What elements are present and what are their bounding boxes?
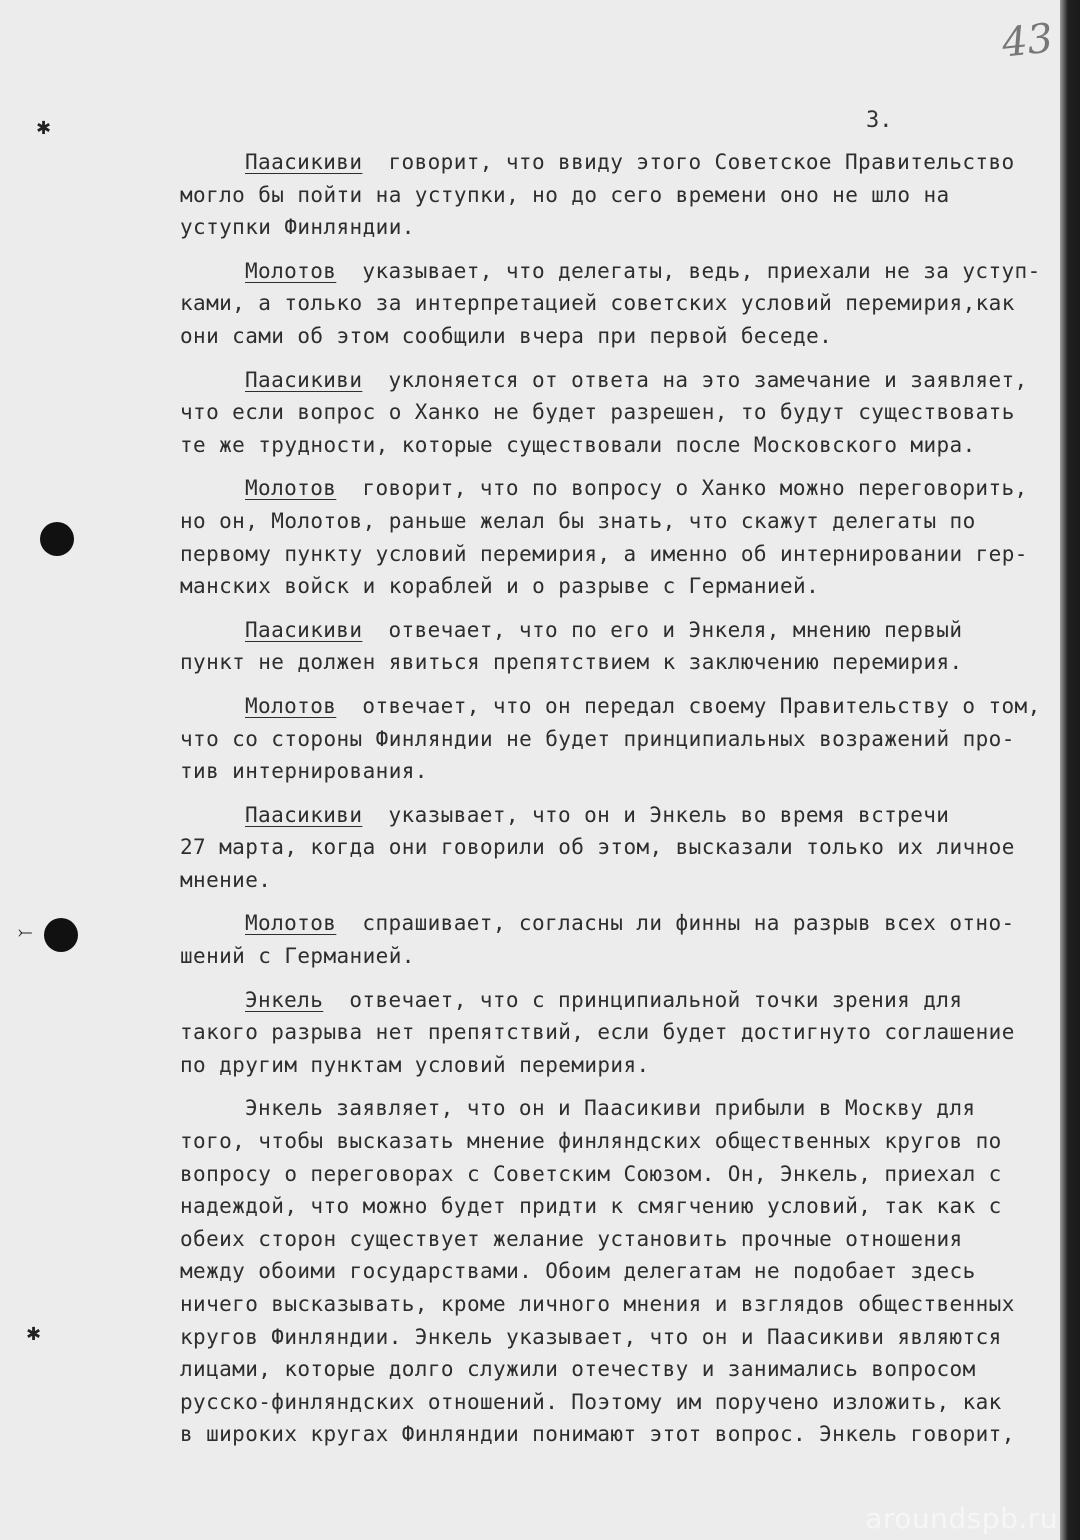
- text-line: [180, 179, 1060, 212]
- speaker-name: Молотов: [245, 476, 337, 501]
- watermark: aroundspb.ru: [865, 1502, 1058, 1535]
- speaker-name: Паасикиви: [245, 367, 363, 392]
- staple-mark-icon: ✱: [36, 118, 52, 139]
- line-text: манских войск и кораблей и о разрыве с Германией.: [180, 574, 820, 599]
- speaker-name: Паасикиви: [245, 617, 363, 642]
- text-line: [180, 1288, 1060, 1321]
- line-text: в широких кругах Финляндии понимают этот вопрос. Энкель говорит,: [180, 1422, 1015, 1447]
- line-text: русско-финляндских отношений. Поэтому им поручено изложить, как: [180, 1389, 1002, 1414]
- line-text: обеих сторон существует желание установить прочные отношения: [180, 1226, 963, 1251]
- line-text: пункт не должен явиться препятствием к заключению перемирия.: [180, 650, 963, 675]
- text-line: [180, 570, 1060, 603]
- text-line: [180, 287, 1060, 320]
- text-line: [180, 1321, 1060, 1354]
- line-text: они сами об этом сообщили вчера при первой беседе.: [180, 323, 833, 348]
- paragraph: [180, 364, 1060, 462]
- paragraph: [180, 614, 1060, 679]
- text-line: [180, 1223, 1060, 1256]
- text-line: [180, 396, 1060, 429]
- line-text: надеждой, что можно будет придти к смягчению условий, так как с: [180, 1194, 1002, 1219]
- line-text: ками, а только за интерпретацией советских условий перемирия,как: [180, 291, 1015, 316]
- speaker-name: Молотов: [245, 693, 337, 718]
- punch-hole-icon: [44, 918, 78, 952]
- line-text: что со стороны Финляндии не будет принципиальных возражений про-: [180, 726, 1015, 751]
- text-line: [180, 690, 1060, 723]
- text-line: [180, 505, 1060, 538]
- text-line: [180, 984, 1060, 1017]
- text-line: [180, 1255, 1060, 1288]
- line-text: указывает, что он и Энкель во время встречи: [388, 802, 950, 827]
- line-text: но он, Молотов, раньше желал бы знать, что скажут делегаты по: [180, 508, 976, 533]
- line-text: вопросу о переговорах с Советским Союзом. Он, Энкель, приехал с: [180, 1161, 1002, 1186]
- text-line: [180, 723, 1060, 756]
- line-text: говорит, что по вопросу о Ханко можно переговорить,: [362, 476, 1028, 501]
- speaker-name: Паасикиви: [245, 802, 363, 827]
- text-line: [180, 1386, 1060, 1419]
- paragraph: [180, 907, 1060, 972]
- paragraph: [180, 984, 1060, 1082]
- line-text: отвечает, что он передал своему Правительству о том,: [362, 693, 1041, 718]
- text-line: [180, 429, 1060, 462]
- line-text: Энкель заявляет, что он и Паасикиви прибыли в Москву для: [245, 1096, 976, 1121]
- text-line: [180, 1418, 1060, 1451]
- line-text: шений с Германией.: [180, 944, 415, 969]
- text-line: [180, 1190, 1060, 1223]
- line-text: по другим пунктам условий перемирия.: [180, 1052, 650, 1077]
- text-line: [180, 1125, 1060, 1158]
- line-text: того, чтобы высказать мнение финляндских общественных кругов по: [180, 1129, 1002, 1154]
- line-text: кругов Финляндии. Энкель указывает, что он и Паасикиви являются: [180, 1324, 1002, 1349]
- text-line: [180, 646, 1060, 679]
- text-line: [180, 538, 1060, 571]
- text-line: [180, 799, 1060, 832]
- text-line: [180, 614, 1060, 647]
- page-edge-shadow: [1060, 0, 1080, 1540]
- line-text: тив интернирования.: [180, 759, 428, 784]
- line-text: те же трудности, которые существовали после Московского мира.: [180, 432, 976, 457]
- text-line: [180, 755, 1060, 788]
- line-text: 27 марта, когда они говорили об этом, высказали только их личное: [180, 835, 1015, 860]
- speaker-name: Паасикиви: [245, 150, 363, 174]
- line-text: что если вопрос о Ханко не будет разрешен, то будут существовать: [180, 400, 1015, 425]
- line-text: лицами, которые долго служили отечеству и занимались вопросом: [180, 1357, 976, 1382]
- text-line: [180, 1092, 1060, 1125]
- line-text: мнение.: [180, 867, 272, 892]
- text-line: [180, 831, 1060, 864]
- paragraph: [180, 799, 1060, 897]
- text-line: [180, 1353, 1060, 1386]
- archive-page-number: 43: [999, 15, 1056, 67]
- text-line: [180, 1158, 1060, 1191]
- text-line: [180, 211, 1060, 244]
- line-text: ничего высказывать, кроме личного мнения и взглядов общественных: [180, 1292, 1015, 1316]
- line-text: первому пункту условий перемирия, а именно об интернировании гер-: [180, 541, 1028, 566]
- text-line: [180, 146, 1060, 179]
- line-text: могло бы пойти на уступки, но до сего времени оно не шло на: [180, 182, 950, 207]
- text-line: [180, 1049, 1060, 1082]
- text-line: [180, 1016, 1060, 1049]
- paragraph: [180, 146, 1060, 244]
- line-text: отвечает, что с принципиальной точки зрения для: [349, 987, 963, 1012]
- text-line: [180, 472, 1060, 505]
- speaker-name: Молотов: [245, 258, 337, 283]
- staple-mark-icon: ✱: [26, 1324, 42, 1345]
- paragraph: [180, 690, 1060, 788]
- text-line: [180, 364, 1060, 397]
- tear-mark-icon: ⤚: [18, 922, 33, 943]
- text-line: [180, 255, 1060, 288]
- speaker-name: Энкель: [245, 987, 324, 1012]
- text-line: [180, 940, 1060, 973]
- document-body: [180, 146, 1060, 1462]
- text-line: [180, 320, 1060, 353]
- line-text: между обоими государствами. Обоим делегатам не подобает здесь: [180, 1259, 976, 1284]
- text-line: [180, 907, 1060, 940]
- line-text: уступки Финляндии.: [180, 215, 415, 240]
- paragraph: [180, 1092, 1060, 1451]
- paragraph: [180, 472, 1060, 602]
- line-text: такого разрыва нет препятствий, если будет достигнуто соглашение: [180, 1020, 1015, 1045]
- paragraph: [180, 255, 1060, 353]
- line-text: говорит, что ввиду этого Советское Правительство: [388, 150, 1015, 174]
- page-number: 3.: [866, 108, 893, 133]
- line-text: указывает, что делегаты, ведь, приехали не за уступ-: [362, 258, 1041, 283]
- speaker-name: Молотов: [245, 911, 337, 936]
- text-line: [180, 864, 1060, 897]
- line-text: спрашивает, согласны ли финны на разрыв всех отно-: [362, 911, 1015, 936]
- line-text: отвечает, что по его и Энкеля, мнению первый: [388, 617, 963, 642]
- line-text: уклоняется от ответа на это замечание и заявляет,: [388, 367, 1028, 392]
- punch-hole-icon: [40, 522, 74, 556]
